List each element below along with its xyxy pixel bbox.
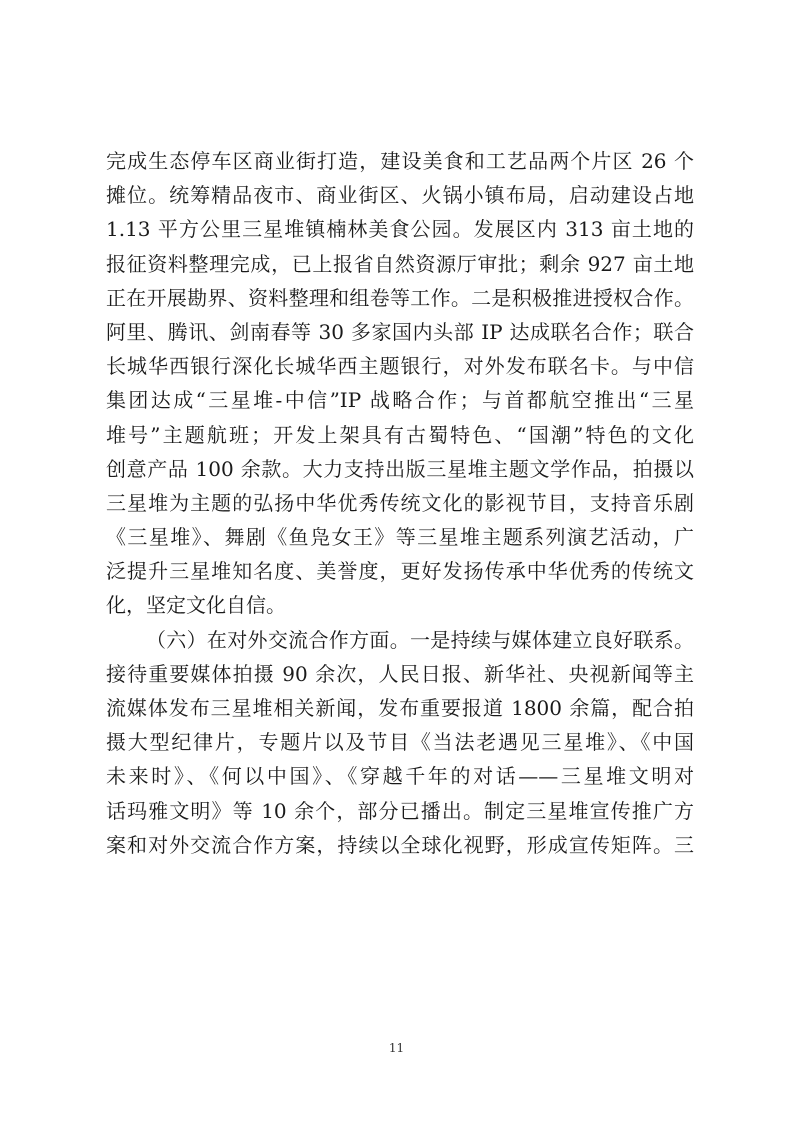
text-line: 长城华西银行深化长城华西主题银行，对外发布联名卡。与中信 — [106, 354, 694, 379]
text-line: 创意产品 100 余款。大力支持出版三星堆主题文学作品，拍摄以 — [106, 456, 694, 481]
text-line: 流媒体发布三星堆相关新闻，发布重要报道 1800 余篇，配合拍 — [106, 696, 694, 720]
text-line: 报征资料整理完成，已上报省自然资源厅审批；剩余 927 亩土地 — [106, 251, 694, 276]
text-line: 化，坚定文化自信。 — [106, 593, 286, 618]
text-line: 泛提升三星堆知名度、美誉度，更好发扬传承中华优秀的传统文 — [106, 559, 694, 584]
text-line: 接待重要媒体拍摄 90 余次，人民日报、新华社、央视新闻等主 — [106, 661, 694, 686]
text-line: 完成生态停车区商业街打造，建设美食和工艺品两个片区 26 个 — [106, 149, 694, 173]
text-line: 未来时》、《何以中国》、《穿越千年的对话——三星堆文明对 — [106, 764, 694, 789]
text-line: 堆号”主题航班；开发上架具有古蜀特色、“国潮”特色的文化 — [106, 422, 694, 447]
document-body — [106, 144, 694, 862]
text-line: 案和对外交流合作方案，持续以全球化视野，形成宣传矩阵。三 — [106, 832, 694, 857]
text-line: 摊位。统筹精品夜市、商业街区、火锅小镇布局，启动建设占地 — [106, 183, 694, 208]
text-line: 正在开展勘界、资料整理和组卷等工作。二是积极推进授权合作。 — [106, 285, 694, 310]
text-line: 《三星堆》、舞剧《鱼凫女王》等三星堆主题系列演艺活动，广 — [106, 525, 694, 550]
text-line: 三星堆为主题的弘扬中华优秀传统文化的影视节目，支持音乐剧 — [106, 490, 694, 515]
text-line: 集团达成“三星堆-中信”IP 战略合作；与首都航空推出“三星 — [106, 388, 694, 413]
page-number: 11 — [388, 1041, 405, 1055]
text-line: 1.13 平方公里三星堆镇楠林美食公园。发展区内 313 亩土地的 — [106, 217, 694, 242]
text-line: 摄大型纪律片，专题片以及节目《当法老遇见三星堆》、《中国 — [106, 730, 694, 755]
text-line: 话玛雅文明》等 10 余个，部分已播出。制定三星堆宣传推广方 — [106, 798, 694, 823]
text-line: 阿里、腾讯、剑南春等 30 多家国内头部 IP 达成联名合作；联合 — [106, 319, 694, 344]
section-heading-line: （六）在对外交流合作方面。一是持续与媒体建立良好联系。 — [146, 627, 694, 652]
